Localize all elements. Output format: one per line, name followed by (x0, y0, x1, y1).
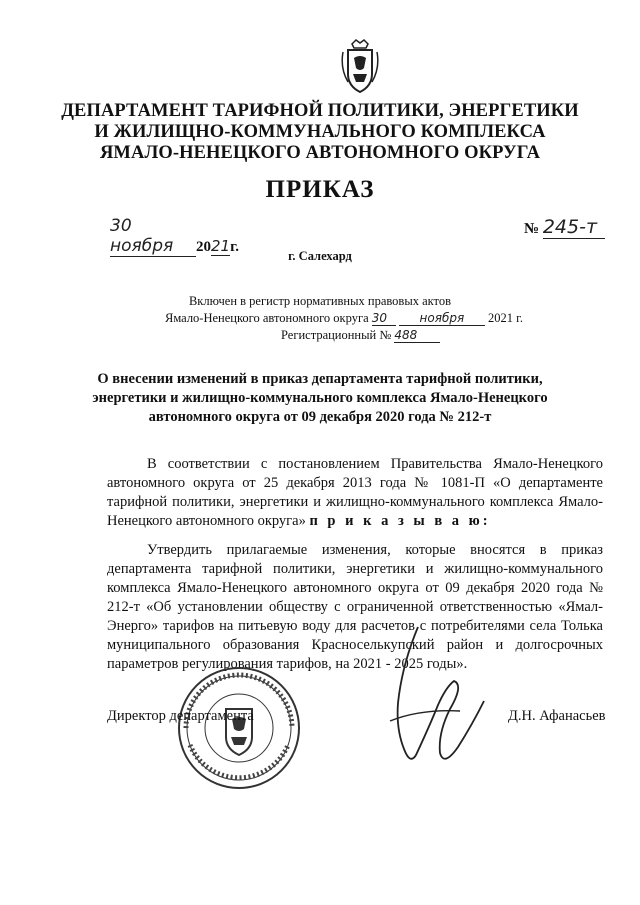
signatory-name: Д.Н. Афанасьев (508, 708, 606, 724)
registry-year: 2021 г. (488, 311, 523, 325)
dept-line-3: ЯМАЛО-НЕНЕЦКОГО АВТОНОМНОГО ОКРУГА (99, 143, 541, 163)
registry-day: 30 (372, 311, 396, 326)
registry-line-1: Включен в регистр нормативных правовых актов (188, 294, 452, 308)
subject-line-1: О внесении изменений в приказ департамента тарифной политики, (97, 371, 543, 387)
number-prefix: № (524, 221, 540, 237)
handwritten-signature (380, 625, 490, 775)
registry-line-2 (165, 311, 523, 326)
document-number (524, 216, 605, 239)
dept-line-1: ДЕПАРТАМЕНТ ТАРИФНОЙ ПОЛИТИКИ, ЭНЕРГЕТИКИ (61, 101, 579, 121)
date-handwritten: 30 ноября (110, 216, 196, 257)
year-end: г. (230, 239, 239, 255)
reg-value: 488 (394, 328, 440, 343)
order-word: п р и к а з ы в а ю: (309, 513, 491, 529)
registry-region: Ямало-Ненецкого автономного округа (165, 311, 369, 325)
year-handwritten: 21 (211, 237, 231, 255)
preamble-paragraph (107, 455, 603, 531)
year-prefix: 20 (196, 239, 211, 255)
dept-line-2: И ЖИЛИЩНО-КОММУНАЛЬНОГО КОМПЛЕКСА (94, 122, 546, 142)
reg-label: Регистрационный № (281, 328, 392, 342)
order-paragraph: Утвердить прилагаемые изменения, которые вносятся в приказ департамента тарифной политики, энергетики и жилищно-коммунального комплекса Ямало-Ненецкого автономного округа от 09 декабря 2020 года № 212-т «Об установлении обществу с ограниченной ответственностью «Ямал-Энерго» тарифов на питьевую воду для расчетов с потребителями села Толька муниципального образования Красноселькупский район и долгосрочных параметров регулирования тарифов, на 2021 - 2025 годы». (107, 542, 603, 672)
number-handwritten: 245-т (543, 216, 605, 239)
doc-title: ПРИКАЗ (265, 176, 375, 203)
subject-line-3: автономного округа от 09 декабря 2020 года № 212-т (148, 409, 492, 425)
subject-line-2: энергетики и жилищно-коммунального комплекса Ямало-Ненецкого (92, 390, 548, 406)
registry-month: ноября (399, 311, 485, 326)
official-seal-icon (176, 665, 302, 791)
signatory-position: Директор департамента (107, 708, 254, 724)
city: г. Салехард (288, 249, 352, 263)
preamble-text: В соответствии с постановлением Правительства Ямало-Ненецкого автономного округа от 25 декабря 2013 года № 1081-П «О департаменте тарифной политики, энергетики и жилищно-коммунального комплекса Ямало-Ненецкого автономного округа» (107, 456, 603, 529)
registry-number (281, 328, 440, 343)
coat-of-arms-icon (340, 38, 380, 94)
